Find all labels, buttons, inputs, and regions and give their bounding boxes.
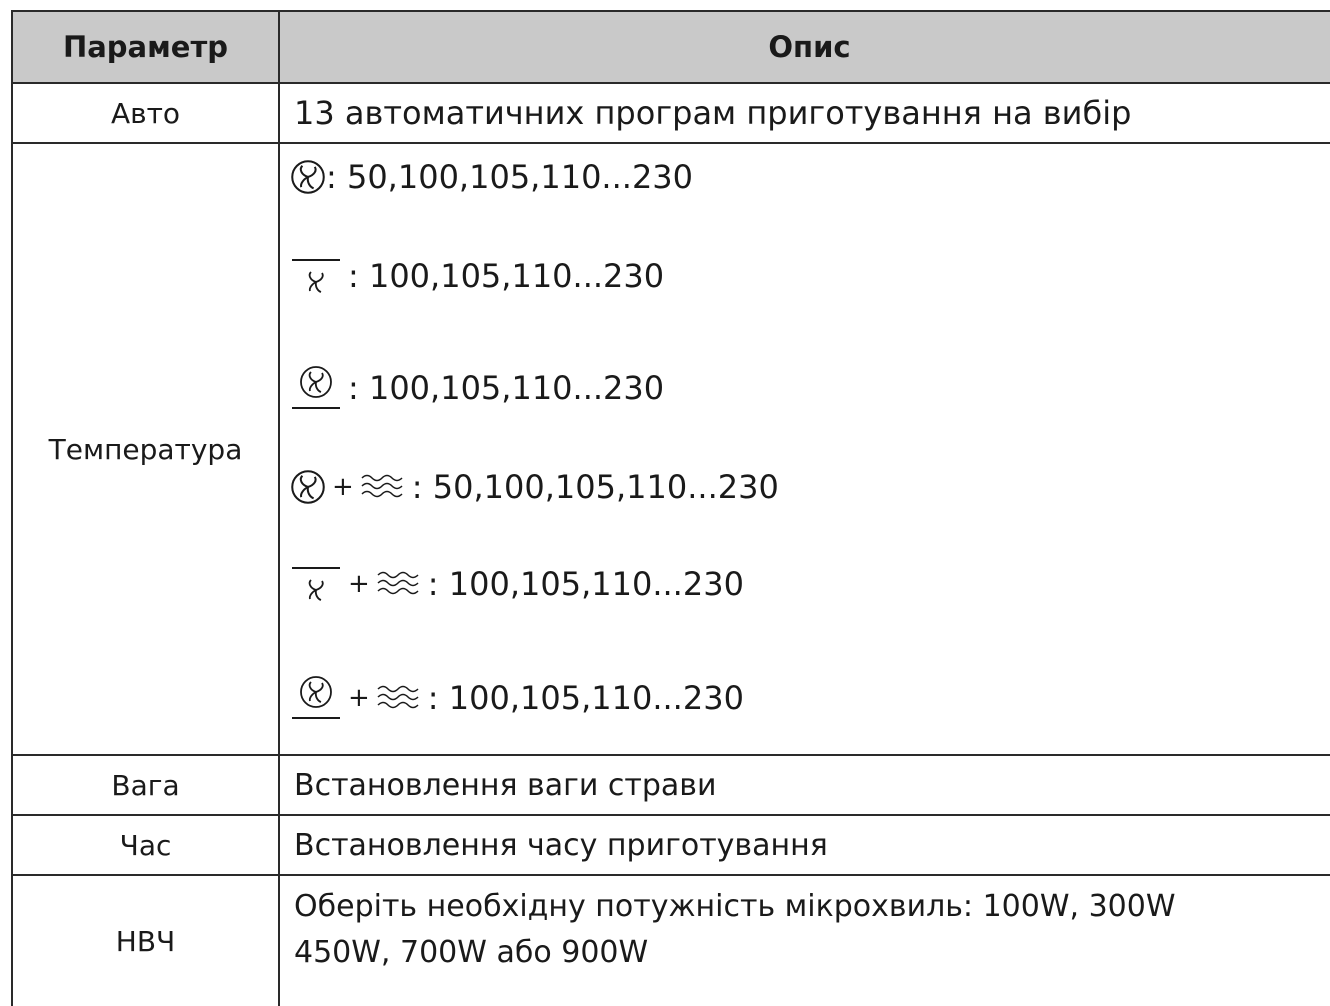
plus-sign: + [332, 472, 354, 502]
temp-values: : 100,105,110...230 [427, 679, 744, 717]
param-temperature: Температура [12, 143, 279, 755]
header-param: Параметр [12, 11, 279, 83]
temp-line-2 [290, 256, 664, 296]
param-weight: Вага [12, 755, 279, 815]
desc-microwave-line1: Оберіть необхідну потужність мікрохвиль: 100W, 300W [294, 889, 1176, 924]
fan-top-bar-icon [290, 564, 342, 604]
desc-time: Встановлення часу приготування [279, 815, 1330, 875]
temp-values: : 100,105,110...230 [348, 369, 665, 407]
table-row-weight [12, 755, 1330, 815]
temp-values: : 50,100,105,110...230 [411, 468, 779, 506]
temp-line-1 [290, 158, 693, 196]
temp-values: : 50,100,105,110...230 [326, 158, 694, 196]
param-time: Час [12, 815, 279, 875]
header-desc: Опис [279, 11, 1330, 83]
table-row-microwave [12, 875, 1330, 1006]
specs-table-container [11, 10, 1330, 1006]
fan-circle-icon [290, 159, 326, 195]
steam-waves-icon [376, 569, 422, 599]
specs-table [11, 10, 1330, 1006]
desc-auto: 13 автоматичних програм приготування на вибір [279, 83, 1330, 143]
desc-microwave-line2: 450W, 700W або 900W [294, 935, 649, 970]
fan-circle-bottom-bar-icon [290, 672, 342, 724]
temp-line-5 [290, 564, 744, 604]
plus-sign: + [348, 683, 370, 713]
steam-waves-icon [376, 683, 422, 713]
table-row-time [12, 815, 1330, 875]
param-auto: Авто [12, 83, 279, 143]
table-row-temperature [12, 143, 1330, 755]
temp-line-3 [290, 362, 664, 414]
temp-values: : 100,105,110...230 [427, 565, 744, 603]
desc-microwave [279, 875, 1330, 1006]
plus-sign: + [348, 569, 370, 599]
fan-top-bar-icon [290, 256, 342, 296]
temp-line-6 [290, 672, 744, 724]
steam-waves-icon [360, 472, 406, 502]
temp-line-4 [290, 468, 779, 506]
table-header-row [12, 11, 1330, 83]
param-microwave: НВЧ [12, 875, 279, 1006]
fan-circle-icon [290, 469, 326, 505]
table-row-auto [12, 83, 1330, 143]
desc-weight: Встановлення ваги страви [279, 755, 1330, 815]
fan-circle-bottom-bar-icon [290, 362, 342, 414]
desc-temperature [279, 143, 1330, 755]
temp-values: : 100,105,110...230 [348, 257, 665, 295]
